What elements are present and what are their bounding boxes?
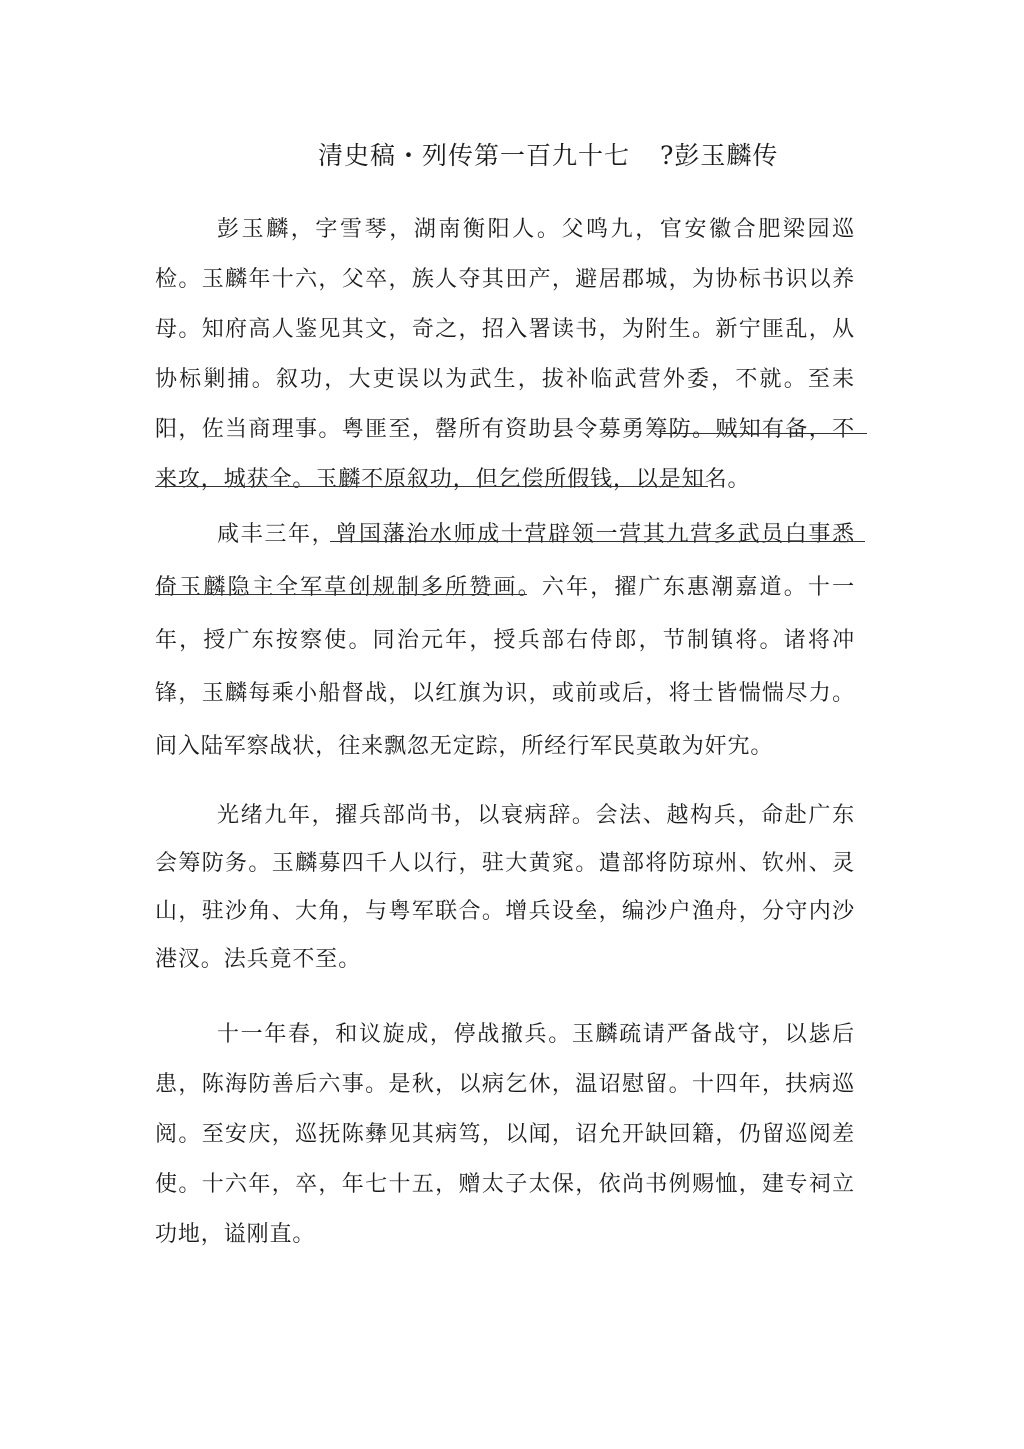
underline-mark-4 xyxy=(155,594,527,595)
paragraph-2: 咸丰三年，曾国藩治水师成十营辟领一营其九营多武员白事悉倚玉麟隐主全军草创规制多所赞画。六年，擢广东惠潮嘉道。十一年，授广东按察使。同治元年，授兵部右侍郎，节制镇将。诸将冲锋，玉麟每乘小船督战，以红旗为识，或前或后，将士皆惴惴尽力。间入陆军察战状，往来飘忽无定踪，所经行军民莫敢为奸宄。 xyxy=(155,522,855,759)
underline-mark-2 xyxy=(155,486,708,487)
title-sub: ?彭玉麟传 xyxy=(660,141,779,170)
underline-mark-3 xyxy=(330,541,865,542)
paragraph-3: 光绪九年，擢兵部尚书，以衰病辞。会法、越构兵，命赴广东会筹防务。玉麟募四千人以行，驻大黄窕。遣部将防琼州、钦州、灵山，驻沙角、大角，与粤军联合。增兵设垒，编沙户渔舟，分守内沙港汊。法兵竟不至。 xyxy=(155,803,855,972)
paragraph-1: 彭玉麟，字雪琴，湖南衡阳人。父鸣九，官安徽合肥梁园巡检。玉麟年十六，父卒，族人夺其田产，避居郡城，为协标书识以养母。知府高人鉴见其文，奇之，招入署读书，为附生。新宁匪乱，从协标剿捕。叙功，大吏误以为武生，拔补临武营外委，不就。至耒阳，佐当商理事。粤匪至，罄所有资助县令募勇筹防。贼知有备，不来攻，城获全。玉麟不原叙功，但乞偿所假钱，以是知名。 xyxy=(155,217,855,492)
page-title xyxy=(318,136,778,172)
underline-mark-1 xyxy=(660,433,867,434)
title-main: 清史稿・列传第一百九十七 xyxy=(318,141,631,170)
paragraph-4: 十一年春，和议旋成，停战撤兵。玉麟疏请严备战守，以毖后患，陈海防善后六事。是秋，以病乞休，温诏慰留。十四年，扶病巡阅。至安庆，巡抚陈彝见其病笃，以闻，诏允开缺回籍，仍留巡阅差使。十六年，卒，年七十五，赠太子太保，依尚书例赐恤，建专祠立功地，谥刚直。 xyxy=(155,1022,855,1247)
